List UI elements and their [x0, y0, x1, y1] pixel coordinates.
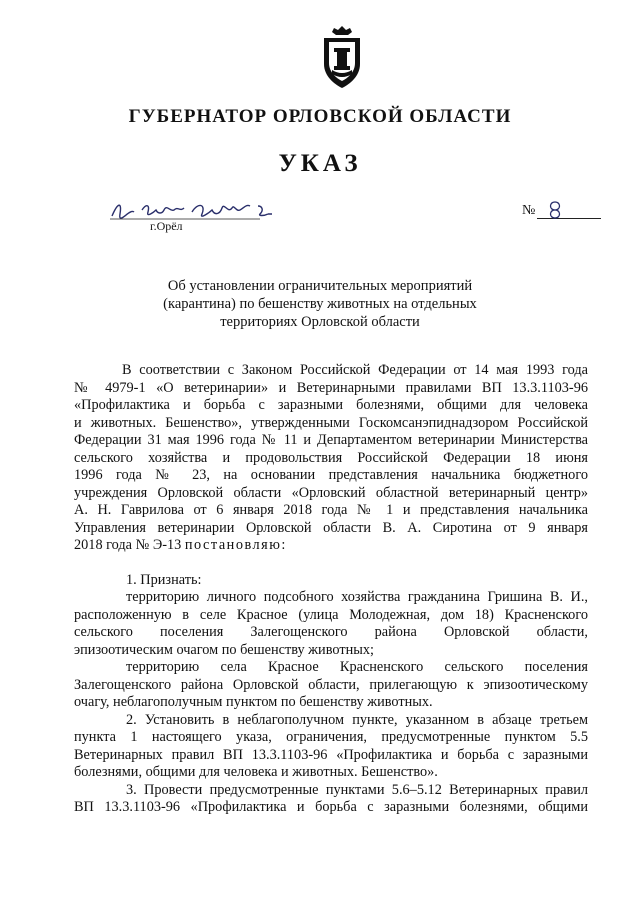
body-line: пункта 1 настоящего указа, ограничения, предусмотренные пунктом 5.5 [74, 729, 588, 745]
body-line: учреждения Орловской области «Орловский областной ветеринарный центр» [74, 484, 588, 501]
coat-of-arms-emblem [318, 24, 366, 90]
handwritten-number [543, 200, 567, 220]
body-line: ВП 13.3.1103-96 «Профилактика и борьба с заразными болезнями, общими [74, 799, 588, 815]
title-block [0, 106, 640, 178]
number-field [537, 204, 601, 219]
body-line: В соответствии с Законом Российской Федерации от 14 мая 1993 года [122, 362, 588, 378]
governor-title: ГУБЕРНАТОР ОРЛОВСКОЙ ОБЛАСТИ [128, 106, 512, 127]
body-line: сельского поселения Залегощенского района Орловской области, [74, 624, 588, 640]
body-line: «Профилактика и борьба с заразными болезнями, общими для человека [74, 397, 588, 413]
decree-subject [0, 277, 640, 331]
number-prefix: № [522, 203, 536, 218]
body-line: территорию личного подсобного хозяйства гражданина Гришина В. И., [126, 589, 588, 605]
body-line: расположенную в селе Красное (улица Молодежная, дом 18) Красненского [74, 606, 588, 623]
body-line: № 4979-1 «О ветеринарии» и Ветеринарными правилами ВП 13.3.1103-96 [74, 379, 588, 396]
body-line: Ветеринарных правил ВП 13.3.1103-96 «Профилактика и борьба с заразными [74, 746, 588, 763]
body-line: очагу, неблагополучным пунктом по бешенству животных. [74, 694, 433, 710]
body-line: Залегощенского района Орловской области, прилегающую к эпизоотическому [74, 676, 588, 693]
city-name: г.Орёл [150, 219, 183, 233]
body-line: 3. Провести предусмотренные пунктами 5.6–5.12 Ветеринарных правил [126, 781, 588, 798]
preamble-end: 2018 года № Э-13 [74, 537, 182, 553]
body-line: и животных. Бешенство», утвержденными Госкомсанэпиднадзором Российской [74, 414, 588, 431]
body-line: 1996 года № 23, на основании представления начальника бюджетного [74, 467, 588, 483]
decree-body [74, 362, 588, 817]
body-line: территорию села Красное Красненского сельского поселения [126, 659, 588, 675]
decree-word: постановляю: [184, 537, 287, 553]
body-line: эпизоотическим очагом по бешенству животных; [74, 641, 374, 658]
subject-line: Об установлении ограничительных мероприятий [167, 278, 473, 294]
body-line: 2. Установить в неблагополучном пункте, указанном в абзаце третьем [126, 711, 588, 728]
decree-number [522, 203, 601, 219]
decree-title: УКАЗ [278, 150, 362, 177]
body-line: болезнями, общими для человека и животных. Бешенство». [74, 764, 438, 780]
handwritten-date-signature [108, 198, 280, 220]
subject-line: (карантина) по бешенству животных на отдельных [163, 296, 477, 312]
body-line-last [74, 537, 588, 555]
subject-line: территориях Орловской области [220, 314, 420, 330]
item-heading: 1. Признать: [126, 571, 202, 588]
body-line: Федерации 31 мая 1996 года № 11 и Департаментом ветеринарии Министерства [74, 432, 588, 448]
body-line: Управления ветеринарии Орловской области В. А. Сиротина от 9 января [74, 519, 588, 536]
body-line: сельского хозяйства и продовольствия Российской Федерации 18 июня [74, 449, 588, 466]
body-line: А. Н. Гаврилова от 6 января 2018 года № 1 и представления начальника [74, 502, 588, 518]
